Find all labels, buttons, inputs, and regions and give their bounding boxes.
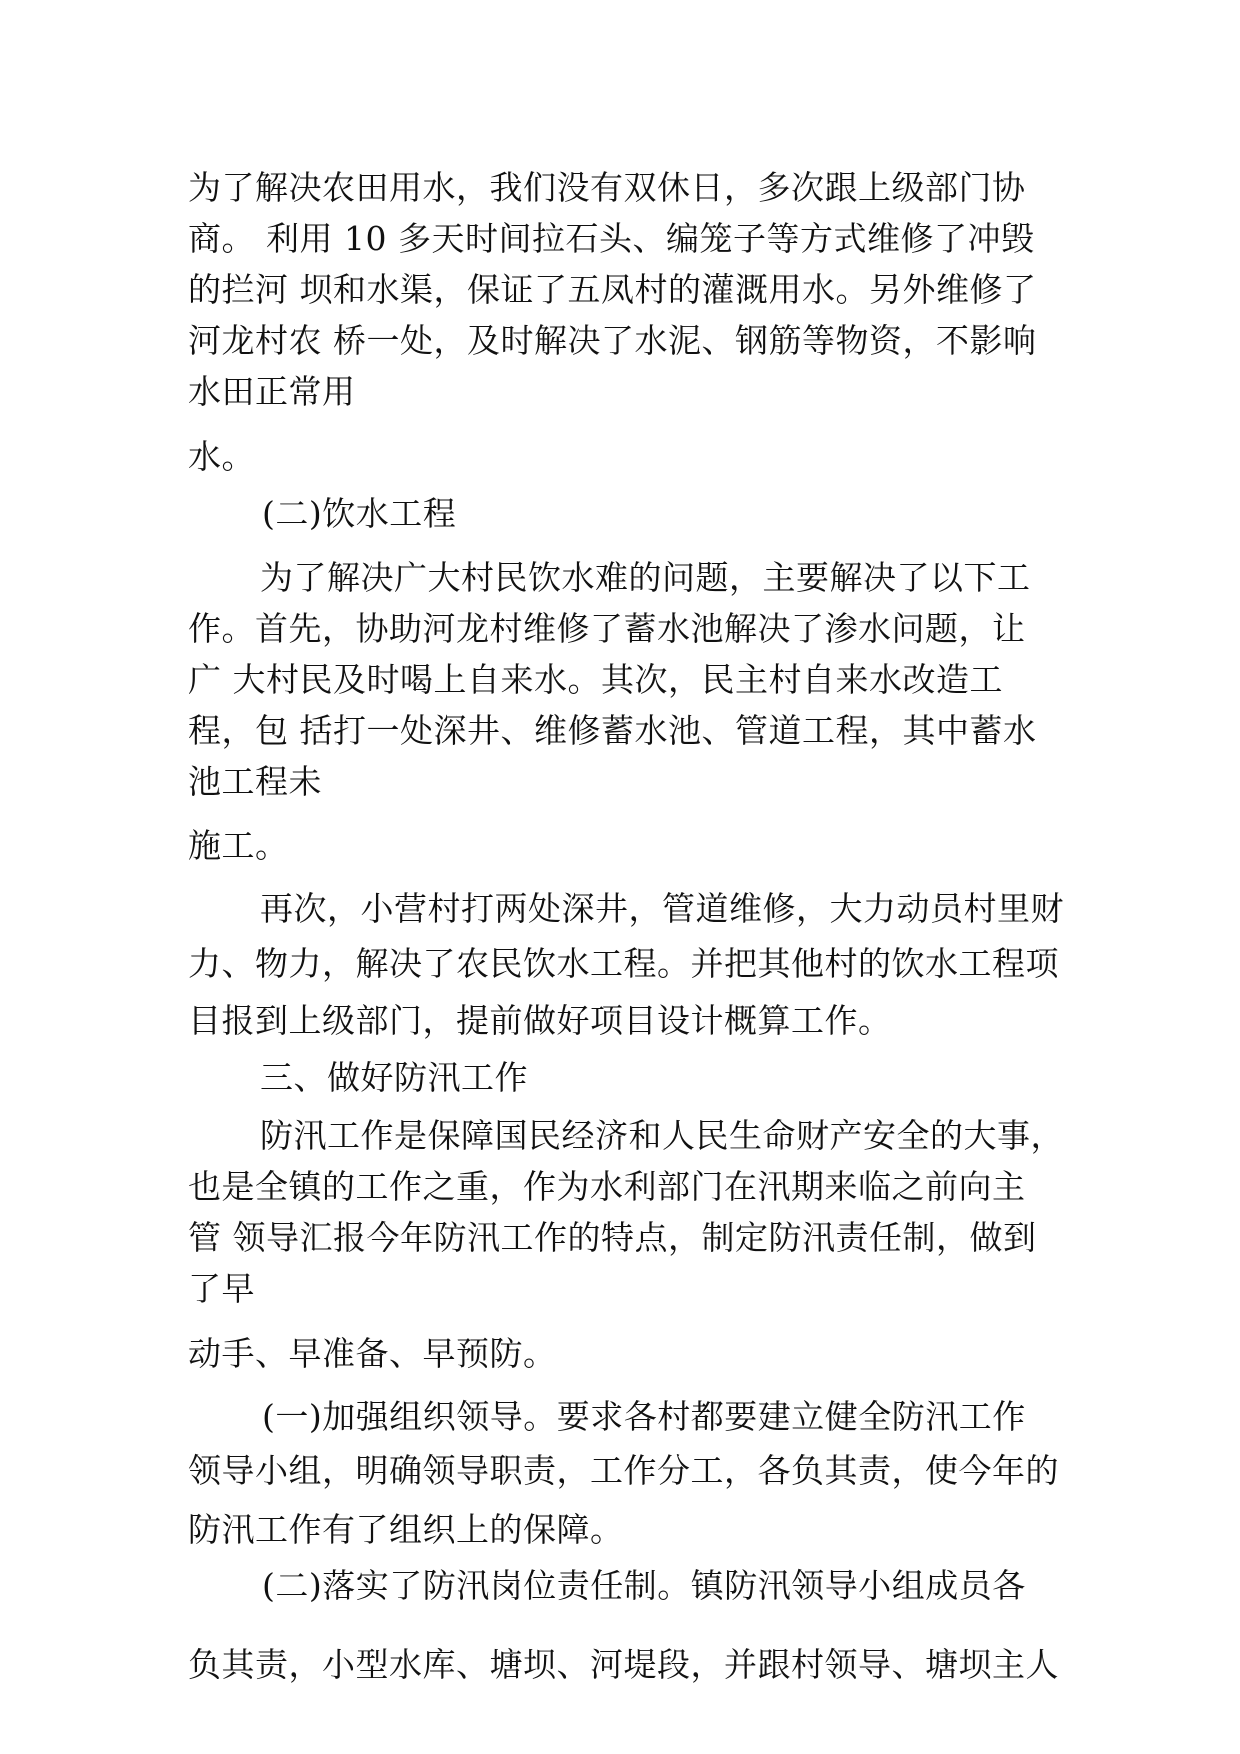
text-line: (一)加强组织领导。要求各村都要建立健全防汛工作 (262, 1397, 1026, 1436)
text-line: 为了解决广大村民饮水难的问题，主要解决了以下工 (260, 558, 1031, 597)
text-line: 程，包 括打一处深井、维修蓄水池、管道工程，其中蓄水 (188, 711, 1037, 750)
text-line: 池工程未 (188, 762, 322, 801)
text-line: 力、物力，解决了农民饮水工程。并把其他村的饮水工程项 (188, 944, 1059, 983)
text-line: 防汛工作有了组织上的保障。 (188, 1510, 624, 1549)
text-line: 施工。 (188, 826, 289, 865)
text-line: 广 大村民及时喝上自来水。其次，民主村自来水改造工 (188, 660, 1003, 699)
section-heading: 三、做好防汛工作 (260, 1058, 528, 1097)
text-line: 了早 (188, 1269, 255, 1308)
text-line: 也是全镇的工作之重，作为水利部门在汛期来临之前向主 (188, 1167, 1026, 1206)
text-line: 目报到上级部门，提前做好项目设计概算工作。 (188, 1001, 892, 1040)
text-line: 负其责，小型水库、塘坝、河堤段，并跟村领导、塘坝主人 (188, 1645, 1059, 1684)
text-line: 领导小组，明确领导职责，工作分工，各负其责，使今年的 (188, 1451, 1059, 1490)
text-line: 水田正常用 (188, 372, 356, 411)
text-line: 商。 利用 10 多天时间拉石头、编笼子等方式维修了冲毁 (188, 219, 1035, 258)
text-line: 作。首先，协助河龙村维修了蓄水池解决了渗水问题，让 (188, 609, 1026, 648)
text-line: 防汛工作是保障国民经济和人民生命财产安全的大事， (260, 1116, 1064, 1155)
text-line: 为了解决农田用水，我们没有双休日，多次跟上级部门协 (188, 168, 1026, 207)
text-line: 再次，小营村打两处深井，管道维修，大力动员村里财 (260, 889, 1064, 928)
text-line: 水。 (188, 437, 255, 476)
text-line: 的拦河 坝和水渠，保证了五凤村的灌溉用水。另外维修了 (188, 270, 1037, 309)
text-line: 管 领导汇报今年防汛工作的特点，制定防汛责任制，做到 (188, 1218, 1037, 1257)
text-line: (二)落实了防汛岗位责任制。镇防汛领导小组成员各 (262, 1566, 1026, 1605)
text-line: 动手、早准备、早预防。 (188, 1334, 557, 1373)
section-heading: (二)饮水工程 (262, 494, 457, 533)
text-line: 河龙村农 桥一处，及时解决了水泥、钢筋等物资，不影响 (188, 321, 1037, 360)
